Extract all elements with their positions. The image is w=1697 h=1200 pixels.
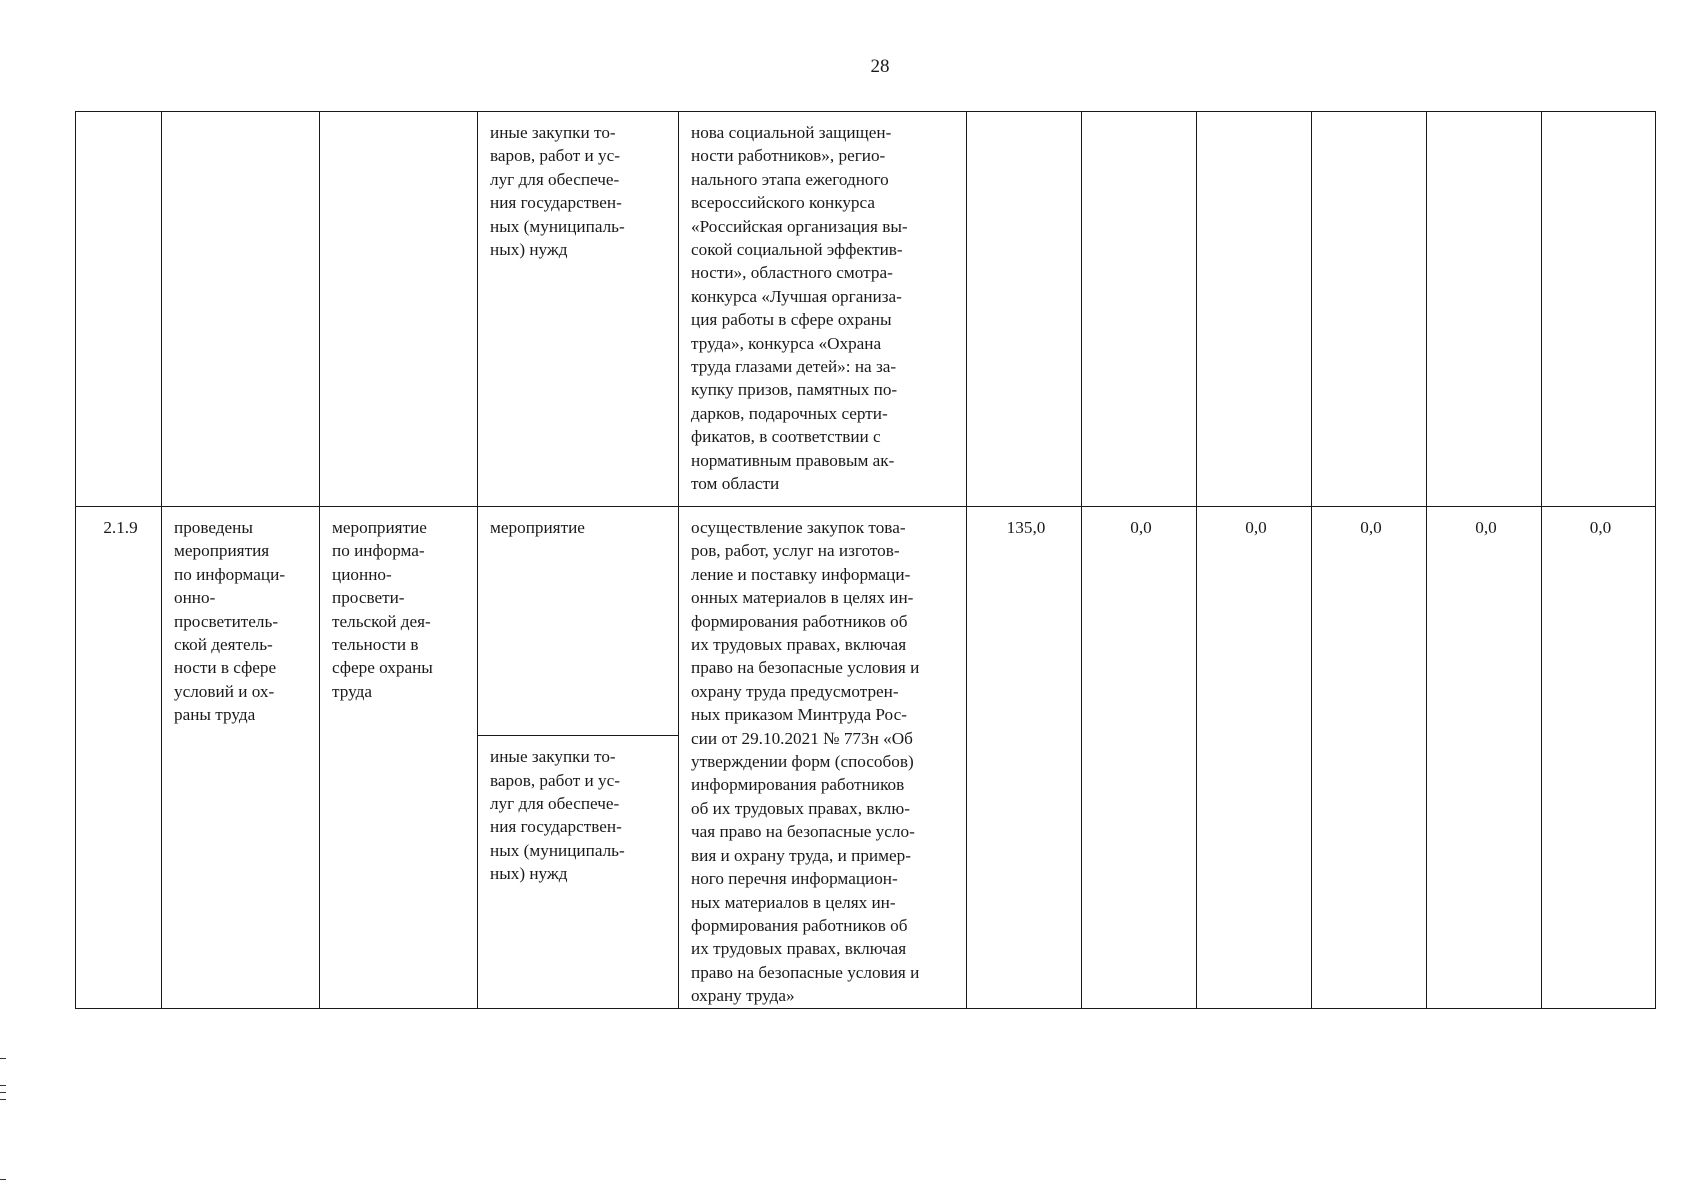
cell-result-empty <box>162 112 320 507</box>
scan-mark <box>0 1099 6 1100</box>
cell-value-2: 0,0 <box>1082 507 1197 1009</box>
scan-mark <box>0 1058 6 1059</box>
cell-number-empty <box>76 112 162 507</box>
cell-value-empty <box>1427 112 1542 507</box>
table-row-continuation <box>76 112 1656 507</box>
cell-description: осуществление закупок това- ров, работ, услуг на изготов- ление и поставку информаци- онных материалов в целях ин- формирования работников об их трудовых правах, включая право на безопасные условия и охрану труда предусмотрен- ных приказом Минтруда Рос- сии от 29.10.2021 № 773н «Об утверждении форм (способов) информирования работников об их трудовых правах, вклю- чая право на безопасные усло- вия и охрану труда, и пример- ного перечня информацион- ных материалов в целях ин- формирования работников об их трудовых правах, включая право на безопасные условия и охрану труда» <box>679 507 967 1009</box>
cell-value-4: 0,0 <box>1312 507 1427 1009</box>
cell-type-purchases: иные закупки то- варов, работ и ус- луг для обеспече- ния государствен- ных (муниципаль- ных) нужд <box>478 736 679 1008</box>
cell-value-5: 0,0 <box>1427 507 1542 1009</box>
cell-value-1: 135,0 <box>967 507 1082 1009</box>
cell-value-empty <box>1542 112 1656 507</box>
page-number: 28 <box>870 56 890 77</box>
cell-type-event: мероприятие <box>478 507 679 736</box>
cell-event-empty <box>320 112 478 507</box>
scan-mark <box>0 1085 6 1086</box>
cell-value-3: 0,0 <box>1197 507 1312 1009</box>
cell-event: мероприятие по информа- ционно- просвети- тельской дея- тельности в сфере охраны труда <box>320 507 478 1009</box>
cell-value-empty <box>967 112 1082 507</box>
scan-mark <box>0 1092 6 1093</box>
scan-mark <box>0 1179 6 1180</box>
table-row-2-1-9 <box>76 507 1656 736</box>
cell-value-empty <box>1082 112 1197 507</box>
cell-expense-type: иные закупки то- варов, работ и ус- луг для обеспече- ния государствен- ных (муниципаль- ных) нужд <box>478 112 679 507</box>
cell-value-empty <box>1197 112 1312 507</box>
cell-result: проведены мероприятия по информаци- онно- просветитель- ской деятель- ности в сфере условий и ох- раны труда <box>162 507 320 1009</box>
cell-value-empty <box>1312 112 1427 507</box>
cell-item-number: 2.1.9 <box>76 507 162 1009</box>
cell-value-6: 0,0 <box>1542 507 1656 1009</box>
program-table <box>75 111 1656 1009</box>
cell-description: нова социальной защищен- ности работников», регио- нального этапа ежегодного всероссийского конкурса «Российская организация вы- сокой социальной эффектив- ности», областного смотра- конкурса «Лучшая организа- ция работы в сфере охраны труда», конкурса «Охрана труда глазами детей»: на за- купку призов, памятных по- дарков, подарочных серти- фикатов, в соответствии с нормативным правовым ак- том области <box>679 112 967 507</box>
